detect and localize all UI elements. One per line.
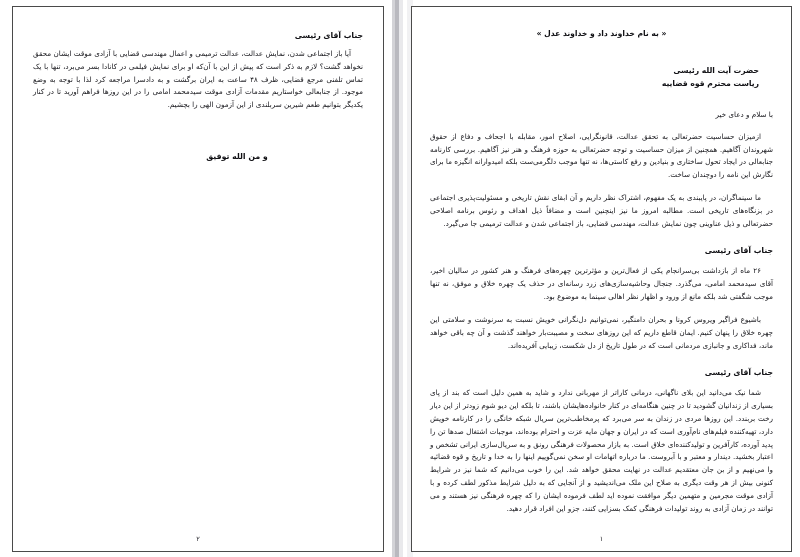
body-paragraph: ۲۶ ماه از بازداشت بی‌سرانجام یکی از فعال‌ترین و مؤثرترین چهره‌های فرهنگ و هنر کشور در سالیان اخیر، آقای سیدمحمد امامی، می‌گذرد. جنجال وحاشیه‌سازی‌های زرد رسانه‌ای در حذف یک چهره خلاق و موفق، نه تنها موجب شگفتی شد بلکه مانع از ورود و اظهار نظر اهالی سینما به موضوع بود. — [430, 266, 773, 302]
page-number: ۲ — [196, 535, 200, 543]
page-2-content — [13, 7, 383, 551]
section-heading: جناب آقای رئیسی — [704, 368, 773, 378]
page-container-1 — [407, 0, 800, 557]
body-paragraph: شما نیک می‌دانید این بلای ناگهانی، درمانی کاراتر از مهربانی ندارد و شاید به همین دلیل است که بند از پای بسیاری از زندانیان گشودید تا در چنین هنگامه‌ای در کنار خانواده‌هایشان باشند، تا بلکه این دیو شوم زودتر از این دیار رخت بربندد. این روزها مردی در زندان به سر می‌برد که پرمخاطب‌ترین سریال شبکه خانگی را در کارنامه خویش دارد، تهیه‌کننده فیلم‌های نام‌آوری است که در ایران و جهان مایه عزت و احترام بوده‌اند، موجبات اشتغال صدها تن را پدید آورده، کارآفرین و تولیدکننده‌ای خلاق است. به بازار محصولات فرهنگی رونق و به سریال‌سازی ایرانی تشخص و اعتبار بخشید. دیندار و معتبر و با آبروست. ما درباره اتهامات او سخن نمی‌گوییم اینها را به خدا و تاریخ و قوه قضائیه وا می‌نهیم و از بن جان معتقدیم عدالت در نهایت محقق خواهد شد. این را خوب می‌دانیم که شما نیز در شرایط کنونی بیش از هر وقت دیگری به صلاح این ملک می‌اندیشید و از آنجایی که به دلیل شرایط مذکور لطف کرده و با آزادی موقت مجرمین و متهمین دیگر موافقت نموده اید لطف فرموده ایشان را که چهره فرهنگی نیز هستند و می توانند در زمان آزادی به روند تولیدات فرهنگی کمک بسزایی کنند، جزو این افراد قرار دهید. — [430, 388, 773, 513]
page-container-2 — [8, 0, 390, 557]
addressee-block — [430, 64, 759, 91]
page-1 — [411, 6, 792, 552]
section-heading: جناب آقای رئیسی — [704, 246, 773, 256]
page-1-content — [412, 7, 791, 551]
page-gutter-divider — [390, 0, 407, 557]
salutation: با سلام و دعای خیر — [715, 109, 773, 119]
addressee-title: ریاست محترم قوه قضاییه — [661, 79, 759, 89]
body-paragraph: ما سینماگران، در پایبندی به یک مفهوم، اشتراک نظر داریم و آن ابقای نقش تاریخی و مسئولیت‌پذیری اجتماعی در بزنگاه‌های تاریخی است. مطالبه امروز ما نیز اینچنین است و مضافاً ذیل اهداف و رئوس برنامه اصلاحی حضرتعالی و ذیل عناوینی چون نمایش عدالت، مهندسی قضایی، باز اجتماعی شدن و عدالت ترمیمی جا می‌گیرد. — [430, 193, 773, 228]
closing-phrase: و من الله توفیق — [206, 152, 268, 162]
basmala-heading: « به نام خداوند داد و خداوند عدل » — [536, 29, 667, 38]
section-heading: جناب آقای رئیسی — [294, 31, 363, 40]
body-paragraph: آیا باز اجتماعی شدن، نمایش عدالت، عدالت ترمیمی و اعمال مهندسی قضایی با آزادی موقت ایشان محقق نخواهد گشت؟ لازم به ذکر است که پیش از این با آن‌که او برای نمایش فیلمی در کانادا بسر می‌برد، تنها با یک تماس تلفنی مرجع قضایی، ظرف ۴۸ ساعت به ایران برگشت و به دادسرا مراجعه کرد لذا با توجه به وضع موجود. از جنابعالی خواستاریم مقدمات آزادی موقت سیدمحمد امامی را در این روزها فراهم آورید تا در کنار یکدیگر بتوانیم طعم شیرین سربلندی از این آزمون الهی را بچشیم. — [33, 49, 364, 110]
page-number: ۱ — [599, 535, 604, 543]
body-paragraph: ازمیزان حساسیت حضرتعالی به تحقق عدالت، قانونگرایی، اصلاح امور، مقابله با اجحاف و دفاع از حقوق شهروندان آگاهیم. همچنین از میزان حساسیت و توجه حضرتعالی به حوزه فرهنگ و هنر نیز آگاهیم. بررسی کارنامه جنابعالی در ایجاد تحول ساختاری و بنیادین و رفع کاستی‌ها، نه تنها موجب دلگرمی‌ست بلکه امیدوارانه انگیزه ما برای نگارش این نامه را دوچندان ساخت. — [430, 131, 773, 180]
addressee-name: حضرت آیت الله رئیسی — [673, 66, 759, 75]
page-2 — [12, 6, 384, 552]
body-paragraph: باشیوع فراگیر ویروس کرونا و بحران دامنگیر، نمی‌توانیم دل‌نگرانی خویش نسبت به سرنوشت و سلامتی این چهره خلاق را پنهان کنیم. ایمان قاطع داریم که این روزهای سخت و مصیبت‌بار خواهند گذشت و آن چه باقی خواهد ماند، فداکاری و جانبازی مردمانی است که در طول تاریخ از دل شکست، زیبایی آفریده‌اند. — [430, 314, 773, 350]
